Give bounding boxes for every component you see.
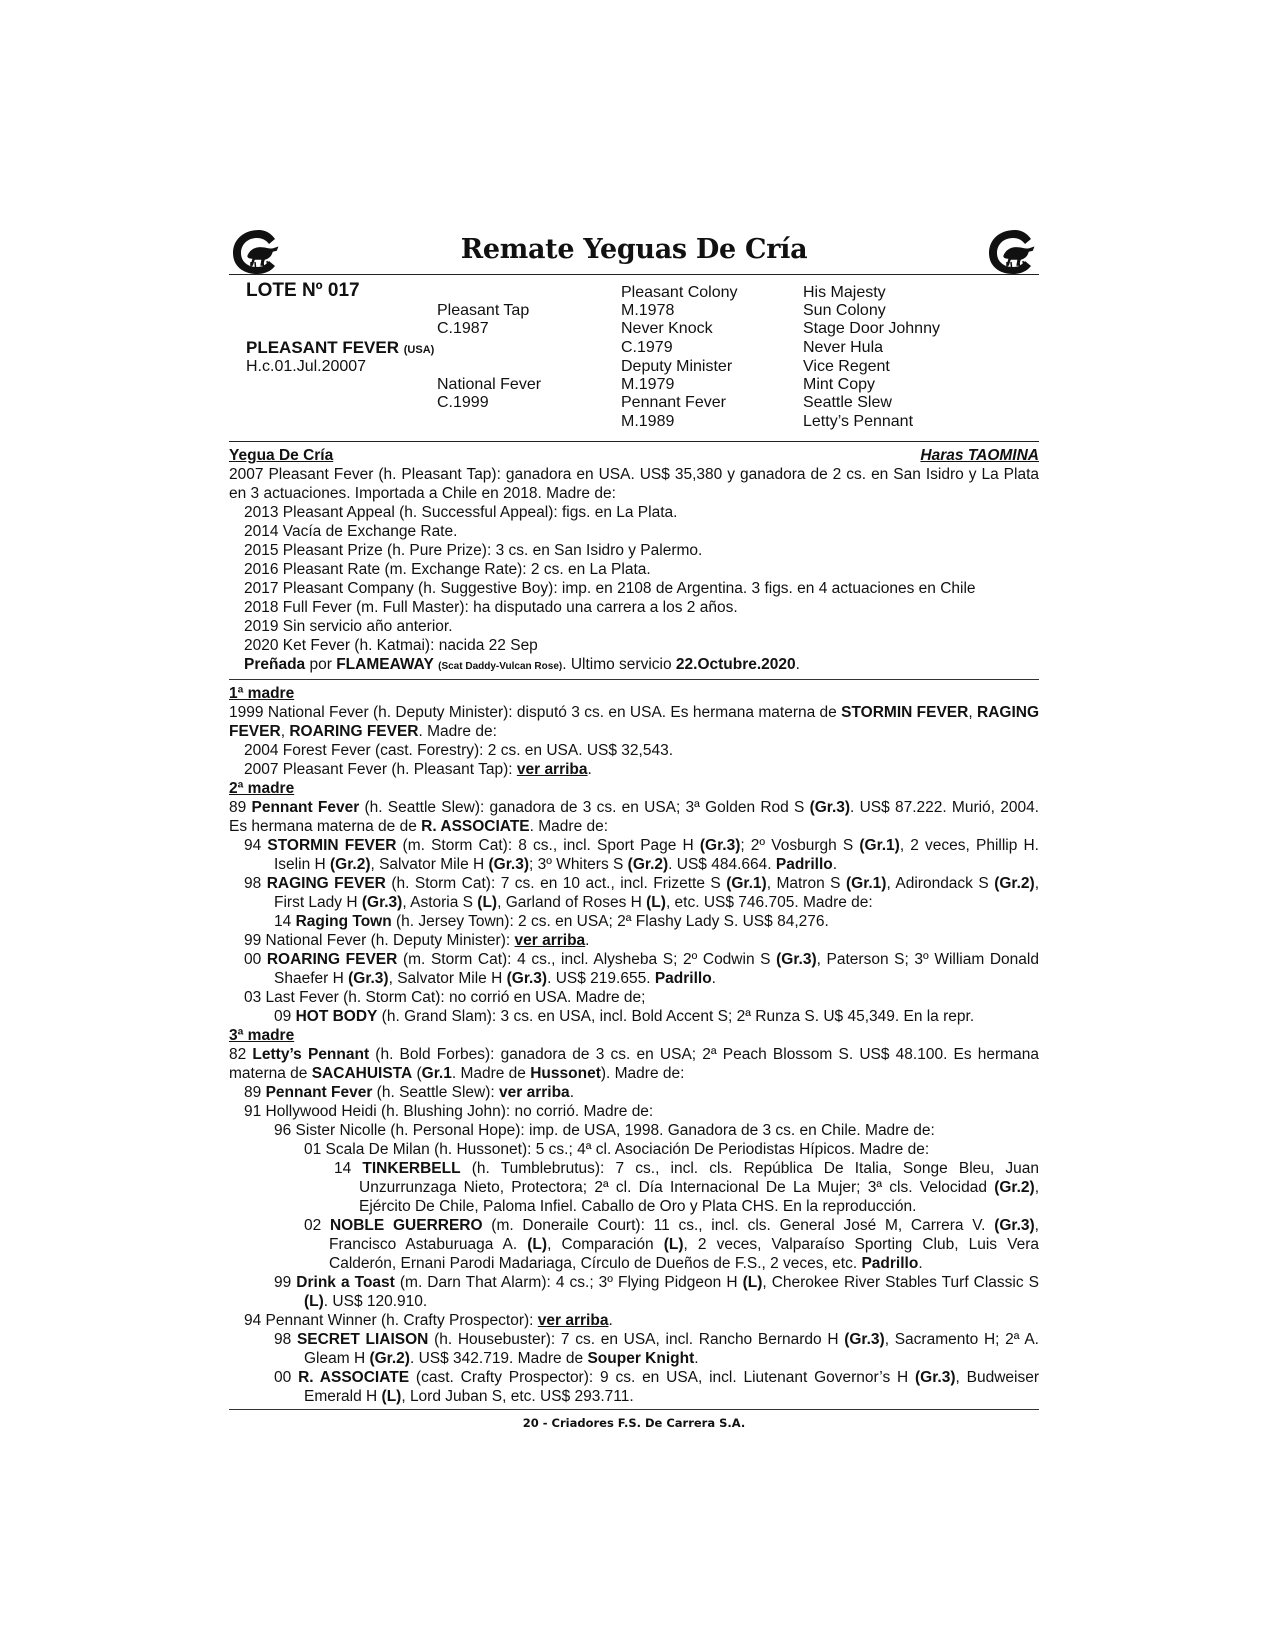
text: , Adirondack S: [886, 875, 995, 892]
grade: Gr.1: [421, 1065, 452, 1082]
grandsire-info: M.1978: [621, 302, 675, 319]
text: 89: [244, 1084, 266, 1101]
lot-number: LOTE Nº 017: [246, 280, 360, 301]
text: . Madre de: [451, 1065, 531, 1082]
horse-ref: Hussonet: [530, 1065, 601, 1082]
produce-item: 2019 Sin servicio año anterior.: [244, 618, 453, 635]
grade: (Gr.3): [776, 951, 817, 968]
text: (: [412, 1065, 422, 1082]
horse-ref: RAGING FEVER: [266, 875, 386, 892]
dam-dam-info: M.1989: [621, 413, 675, 430]
horse-ref: HOT BODY: [295, 1008, 378, 1025]
grade: (Gr.3): [506, 970, 548, 987]
text: .: [711, 970, 716, 987]
produce-subitem: [229, 1368, 1039, 1406]
ancestor-4: Never Hula: [803, 339, 884, 356]
text: , Paterson S; 3º William Donald Shaefer H: [274, 951, 1039, 987]
text: ,: [280, 723, 290, 740]
pedigree-rule: [229, 441, 1039, 442]
produce-subitem: 01 Scala De Milan (h. Hussonet): 5 cs.; 4ª cl. Asociación De Periodistas Hípicos. Madre de:: [304, 1141, 930, 1158]
produce-item: 2020 Ket Fever (h. Katmai): nacida 22 Sep: [244, 637, 538, 654]
grade: (L): [663, 1236, 684, 1253]
text: , First Lady H: [274, 875, 1039, 911]
text: . Ultimo servicio: [562, 656, 676, 673]
footer-rule: [229, 1409, 1039, 1410]
horse-ref: SECRET LIAISON: [296, 1331, 429, 1348]
ver-arriba-link[interactable]: ver arriba: [516, 761, 588, 778]
text: 99 National Fever (h. Deputy Minister):: [244, 932, 515, 949]
section-heading: Yegua De Cría: [229, 447, 334, 464]
granddam-info: C.1979: [621, 339, 673, 356]
text: 94: [244, 837, 268, 854]
text: 98: [244, 875, 267, 892]
grade: (Gr.2): [330, 856, 371, 873]
grade: (Gr.3): [361, 894, 403, 911]
horse-origin: (USA): [403, 344, 435, 356]
text: ; 2º Vosburgh S: [740, 837, 860, 854]
sire-name: Pleasant Tap: [437, 302, 530, 319]
text: .: [569, 1084, 574, 1101]
pregnancy-line: [229, 655, 1039, 676]
grade: (Gr.3): [994, 1217, 1035, 1234]
catalog-page: [229, 222, 1039, 1430]
ancestor-1: His Majesty: [803, 284, 886, 301]
produce-item: 2013 Pleasant Appeal (h. Successful Appeal): figs. en La Plata.: [244, 504, 678, 521]
produce-item: 2014 Vacía de Exchange Rate.: [244, 523, 458, 540]
text: . Madre de:: [418, 723, 497, 740]
horse-ref: Pennant Fever: [251, 799, 360, 816]
text: , Ejército De Chile, Paloma Infiel. Caballo de Oro y Plata CHS. En la reproducción.: [359, 1179, 1039, 1215]
madre1-section: [229, 684, 1039, 779]
grade: (Gr.3): [809, 799, 851, 816]
yegua-section: [229, 446, 1039, 676]
horse-ref: Raging Town: [295, 913, 392, 930]
text: 99: [274, 1274, 297, 1291]
text: , Salvator Mile H: [370, 856, 489, 873]
stallion-label: Padrillo: [654, 970, 712, 987]
text: , Budweiser Emerald H: [304, 1369, 1039, 1405]
produce-subitem: [229, 912, 1039, 931]
text: (h. Grand Slam): 3 cs. en USA, incl. Bold Accent S; 2ª Runza S. U$ 45,349. En la repr.: [377, 1008, 975, 1025]
horse-ref: RAGING FEVER: [229, 704, 1039, 740]
ver-arriba-link[interactable]: ver arriba: [499, 1084, 570, 1101]
dam-sire-info: M.1979: [621, 376, 675, 393]
grade: (Gr.2): [627, 856, 669, 873]
text: , Sacramento H; 2ª A. Gleam H: [304, 1331, 1039, 1367]
grade: (L): [646, 894, 666, 911]
grade: (L): [742, 1274, 763, 1291]
grade: (L): [381, 1388, 402, 1405]
produce-item: [229, 1311, 1039, 1330]
grade: (Gr.1): [845, 875, 887, 892]
text: 00: [244, 951, 267, 968]
grade: (Gr.2): [369, 1350, 410, 1367]
horse-ref: TINKERBELL: [362, 1160, 461, 1177]
pregnant-label: Preñada: [244, 656, 306, 673]
stallion-label: Padrillo: [775, 856, 833, 873]
horse-name-text: PLEASANT FEVER: [246, 338, 400, 357]
text: (h. Storm Cat): 7 cs. en 10 act., incl. Frizette S: [385, 875, 727, 892]
text: (m. Storm Cat): 8 cs., incl. Sport Page H: [396, 837, 700, 854]
grade: (Gr.1): [726, 875, 767, 892]
section-heading: 2ª madre: [229, 780, 295, 797]
text: , Astoria S: [402, 894, 478, 911]
haras-name: Haras TAOMINA: [920, 447, 1039, 464]
horse-ref: ROARING FEVER: [266, 951, 398, 968]
text: . US$ 120.910.: [323, 1293, 428, 1310]
text: . Madre de:: [529, 818, 609, 835]
ancestor-7: Seattle Slew: [803, 394, 892, 411]
horse-ref: Souper Knight: [587, 1350, 695, 1367]
text: . US$ 484.664.: [668, 856, 776, 873]
sire-info: C.1987: [437, 320, 489, 337]
text: , Comparación: [547, 1236, 664, 1253]
text: (h. Tumblebrutus): 7 cs., incl. cls. República De Italia, Songe Bleu, Juan Unzurrunzaga Nieto, Protectora; 2ª cl. Día Internacional De La Mujer; 3ª cls. Velocidad: [359, 1160, 1039, 1196]
produce-subitem: [229, 1159, 1039, 1216]
covering-sire-pedigree: (Scat Daddy-Vulcan Rose): [438, 661, 563, 672]
produce-subitem: 96 Sister Nicolle (h. Personal Hope): imp. de USA, 1998. Ganadora de 3 cs. en Chile. Madre de:: [274, 1122, 935, 1139]
ancestor-6: Mint Copy: [803, 376, 876, 393]
text: (h. Bold Forbes): ganadora de 3 cs. en USA; 2ª Peach Blossom S. US$ 48.100. Es hermana materna de: [229, 1046, 1039, 1082]
text: ; 3º Whiters S: [528, 856, 628, 873]
text: 98: [274, 1331, 297, 1348]
pedigree-table: [229, 275, 1039, 441]
ancestor-2: Sun Colony: [803, 302, 886, 319]
text: (m. Darn That Alarm): 4 cs.; 3º Flying Pidgeon H: [394, 1274, 743, 1291]
produce-subitem: [229, 1007, 1039, 1026]
produce-item: 2017 Pleasant Company (h. Suggestive Boy): imp. en 2108 de Argentina. 3 figs. en 4 actuaciones en Chile: [244, 580, 976, 597]
text: (h. Housebuster): 7 cs. en USA, incl. Rancho Bernardo H: [428, 1331, 845, 1348]
produce-subitem: [229, 1330, 1039, 1368]
horse-ref: STORMIN FEVER: [841, 704, 969, 721]
grade: (Gr.3): [348, 970, 389, 987]
text: 14: [274, 913, 296, 930]
ancestor-5: Vice Regent: [803, 358, 890, 375]
page-header: [229, 222, 1039, 274]
produce-item: 2018 Full Fever (m. Full Master): ha disputado una carrera a los 2 años.: [244, 599, 738, 616]
grade: (Gr.1): [859, 837, 900, 854]
text: , Salvator Mile H: [388, 970, 507, 987]
text: 82: [229, 1046, 253, 1063]
produce-item: 2015 Pleasant Prize (h. Pure Prize): 3 cs. en San Isidro y Palermo.: [244, 542, 703, 559]
horse-info: H.c.01.Jul.20007: [246, 358, 367, 375]
text: ). Madre de:: [600, 1065, 685, 1082]
text: .: [587, 761, 592, 778]
text: 1999 National Fever (h. Deputy Minister): disputó 3 cs. en USA. Es hermana materna de: [229, 704, 842, 721]
horse-ref: Pennant Fever: [265, 1084, 373, 1101]
text: 89: [229, 799, 252, 816]
madre3-section: [229, 1026, 1039, 1406]
produce-item: 91 Hollywood Heidi (h. Blushing John): no corrió. Madre de:: [244, 1103, 654, 1120]
text: (m. Doneraile Court): 11 cs., incl. cls. General José M, Carrera V.: [482, 1217, 995, 1234]
text: , 2 veces, Phillip H. Iselin H: [274, 837, 1039, 873]
produce-item: [229, 874, 1039, 912]
last-service-date: 22.Octubre.2020: [675, 656, 796, 673]
page-title: Remate Yeguas De Cría: [460, 234, 808, 265]
text: 09: [274, 1008, 296, 1025]
grade: (Gr.2): [994, 875, 1035, 892]
text: 02: [304, 1217, 330, 1234]
section-rule: [229, 679, 1039, 680]
covering-sire: FLAMEAWAY: [336, 656, 434, 673]
grandsire-name: Pleasant Colony: [621, 284, 738, 301]
produce-item: 2004 Forest Fever (cast. Forestry): 2 cs. en USA. US$ 32,543.: [244, 742, 674, 759]
horse-ref: R. ASSOCIATE: [421, 818, 530, 835]
ancestor-3: Stage Door Johnny: [803, 320, 940, 337]
ancestor-8: Letty’s Pennant: [803, 413, 914, 430]
grade: (Gr.2): [994, 1179, 1035, 1196]
dam-info: C.1999: [437, 394, 489, 411]
text: (m. Storm Cat): 4 cs., incl. Alysheba S; 2º Codwin S: [397, 951, 777, 968]
grade: (L): [527, 1236, 548, 1253]
madre2-section: [229, 779, 1039, 1026]
text: .: [585, 932, 590, 949]
text: .: [795, 656, 800, 673]
text: por: [305, 656, 337, 673]
text: (cast. Crafty Prospector): 9 cs. en USA, incl. Liutenant Governor’s H: [409, 1369, 916, 1386]
produce-subitem: [229, 1273, 1039, 1311]
text: .: [608, 1312, 613, 1329]
granddam-name: Never Knock: [621, 320, 713, 337]
horse-ref: Letty’s Pennant: [252, 1046, 370, 1063]
text: . US$ 342.719. Madre de: [409, 1350, 588, 1367]
text: .: [832, 856, 838, 873]
madre2-intro: [229, 798, 1039, 836]
grade: (Gr.3): [699, 837, 741, 854]
ver-arriba-link[interactable]: ver arriba: [514, 932, 586, 949]
text: ,: [968, 704, 977, 721]
yegua-intro: 2007 Pleasant Fever (h. Pleasant Tap): ganadora en USA. US$ 35,380 y ganadora de 2 cs. en San Isidro y La Plata en 3 actuaciones. Importada a Chile en 2018. Madre de:: [229, 466, 1039, 502]
dam-sire-name: Deputy Minister: [621, 358, 733, 375]
text: 00: [274, 1369, 299, 1386]
produce-item: [229, 836, 1039, 874]
dam-dam-name: Pennant Fever: [621, 394, 726, 411]
produce-item: [229, 950, 1039, 988]
text: , 2 veces, Valparaíso Sporting Club, Luis Vera Calderón, Ernani Parodi Madariaga, Círculo de Dueños de F.S., 2 veces, etc.: [329, 1236, 1039, 1272]
page-footer: 20 - Criadores F.S. De Carrera S.A.: [522, 1416, 746, 1430]
text: , Matron S: [766, 875, 846, 892]
text: . US$ 87.222. Murió, 2004. Es hermana materna de de: [229, 799, 1039, 835]
grade: (L): [304, 1293, 324, 1310]
text: (h. Seattle Slew):: [372, 1084, 500, 1101]
horse-ref: Drink a Toast: [296, 1274, 395, 1291]
horse-ref: NOBLE GUERRERO: [329, 1217, 483, 1234]
yegua-heading-row: [229, 446, 1039, 465]
ver-arriba-link[interactable]: ver arriba: [537, 1312, 609, 1329]
grade: (Gr.3): [915, 1369, 956, 1386]
text: , etc. US$ 746.705. Madre de:: [665, 894, 873, 911]
horse-ref: ROARING FEVER: [289, 723, 419, 740]
grade: (Gr.3): [488, 856, 529, 873]
produce-item: [229, 1083, 1039, 1102]
text: 94 Pennant Winner (h. Crafty Prospector):: [244, 1312, 538, 1329]
section-heading: 1ª madre: [229, 685, 295, 702]
produce-item: 2016 Pleasant Rate (m. Exchange Rate): 2 cs. en La Plata.: [244, 561, 651, 578]
dam-name: National Fever: [437, 376, 542, 393]
horse-logo-icon: [985, 226, 1039, 276]
text: .: [694, 1350, 699, 1367]
madre1-intro: [229, 703, 1039, 741]
text: 14: [334, 1160, 363, 1177]
grade: (L): [477, 894, 498, 911]
produce-subitem: [229, 1216, 1039, 1273]
grade: (Gr.3): [844, 1331, 885, 1348]
horse-ref: STORMIN FEVER: [267, 837, 397, 854]
text: (h. Seattle Slew): ganadora de 3 cs. en USA; 3ª Golden Rod S: [359, 799, 810, 816]
produce-item: [229, 931, 1039, 950]
text: , Garland of Roses H: [497, 894, 647, 911]
madre3-intro: [229, 1045, 1039, 1083]
horse-ref: SACAHUISTA: [311, 1065, 413, 1082]
text: .: [918, 1255, 923, 1272]
horse-ref: R. ASSOCIATE: [298, 1369, 410, 1386]
text: . US$ 219.655.: [547, 970, 655, 987]
text: , Cherokee River Stables Turf Classic S: [762, 1274, 1040, 1291]
text: (h. Jersey Town): 2 cs. en USA; 2ª Flashy Lady S. US$ 84,276.: [391, 913, 829, 930]
text: , Lord Juban S, etc. US$ 293.711.: [401, 1388, 634, 1405]
text: 2007 Pleasant Fever (h. Pleasant Tap):: [244, 761, 517, 778]
section-heading: 3ª madre: [229, 1027, 295, 1044]
stallion-label: Padrillo: [861, 1255, 919, 1272]
produce-item: 03 Last Fever (h. Storm Cat): no corrió en USA. Madre de;: [244, 989, 646, 1006]
text: , Francisco Astaburuaga A.: [329, 1217, 1039, 1253]
produce-item: [229, 760, 1039, 779]
